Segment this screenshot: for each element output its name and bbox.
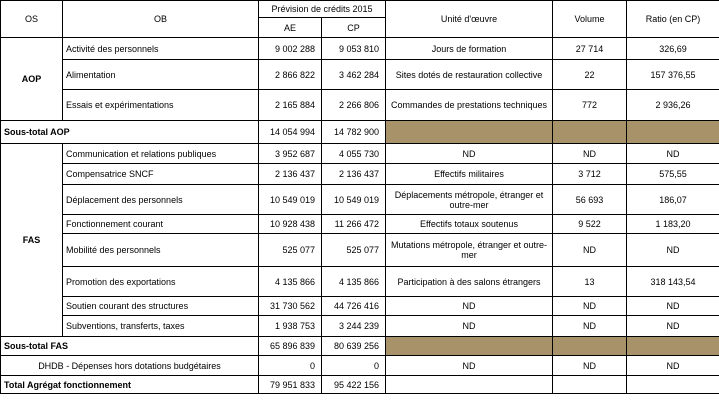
header-ratio: Ratio (en CP) xyxy=(627,1,719,38)
ratio-cell: ND xyxy=(627,297,719,316)
shaded-cell xyxy=(627,337,719,356)
ob-cell: Alimentation xyxy=(63,60,259,90)
dhdb-ae: 0 xyxy=(259,356,322,376)
ob-cell: Soutien courant des structures xyxy=(63,297,259,316)
cp-cell: 525 077 xyxy=(322,234,386,267)
ob-cell: Fonctionnement courant xyxy=(63,215,259,234)
volume-cell: ND xyxy=(553,234,627,267)
header-cp: CP xyxy=(322,18,386,38)
table-row xyxy=(1,60,719,90)
ae-cell: 1 938 753 xyxy=(259,316,322,337)
header-os: OS xyxy=(1,1,63,38)
ae-cell: 10 549 019 xyxy=(259,185,322,215)
ratio-cell: ND xyxy=(627,144,719,164)
subtotal-aop-cp: 14 782 900 xyxy=(322,121,386,144)
empty-cell xyxy=(627,376,719,394)
ae-cell: 2 136 437 xyxy=(259,164,322,185)
dhdb-volume: ND xyxy=(553,356,627,376)
cp-cell: 9 053 810 xyxy=(322,38,386,60)
volume-cell: 9 522 xyxy=(553,215,627,234)
ob-cell: Promotion des exportations xyxy=(63,267,259,297)
shaded-cell xyxy=(553,121,627,144)
unite-cell: ND xyxy=(386,144,553,164)
total-cp: 95 422 156 xyxy=(322,376,386,394)
ratio-cell: 326,69 xyxy=(627,38,719,60)
subtotal-fas-ae: 65 896 839 xyxy=(259,337,322,356)
ratio-cell: 318 143,54 xyxy=(627,267,719,297)
shaded-cell xyxy=(553,337,627,356)
header-ae: AE xyxy=(259,18,322,38)
cp-cell: 10 549 019 xyxy=(322,185,386,215)
ratio-cell: 575,55 xyxy=(627,164,719,185)
cp-cell: 4 055 730 xyxy=(322,144,386,164)
shaded-cell xyxy=(386,121,553,144)
os-aop-label: AOP xyxy=(1,38,63,121)
volume-cell: 13 xyxy=(553,267,627,297)
ratio-cell: 2 936,26 xyxy=(627,90,719,121)
volume-cell: 22 xyxy=(553,60,627,90)
cp-cell: 2 136 437 xyxy=(322,164,386,185)
unite-cell: Jours de formation xyxy=(386,38,553,60)
cp-cell: 3 244 239 xyxy=(322,316,386,337)
table-row xyxy=(1,234,719,267)
subtotal-row-fas xyxy=(1,337,719,356)
table-row xyxy=(1,38,719,60)
unite-cell: Déplacements métropole, étranger et outre-mer xyxy=(386,185,553,215)
subtotal-row-aop xyxy=(1,121,719,144)
volume-cell: ND xyxy=(553,316,627,337)
volume-cell: ND xyxy=(553,144,627,164)
dhdb-label: DHDB - Dépenses hors dotations budgétaires xyxy=(1,356,259,376)
total-label: Total Agrégat fonctionnement xyxy=(1,376,259,394)
ob-cell: Déplacement des personnels xyxy=(63,185,259,215)
ae-cell: 3 952 687 xyxy=(259,144,322,164)
header-unite: Unité d'œuvre xyxy=(386,1,553,38)
dhdb-unite: ND xyxy=(386,356,553,376)
header-row-1 xyxy=(1,1,719,18)
cp-cell: 4 135 866 xyxy=(322,267,386,297)
volume-cell: ND xyxy=(553,297,627,316)
volume-cell: 56 693 xyxy=(553,185,627,215)
ob-cell: Compensatrice SNCF xyxy=(63,164,259,185)
ae-cell: 31 730 562 xyxy=(259,297,322,316)
subtotal-aop-label: Sous-total AOP xyxy=(1,121,259,144)
ratio-cell: ND xyxy=(627,316,719,337)
ratio-cell: ND xyxy=(627,234,719,267)
ob-cell: Mobilité des personnels xyxy=(63,234,259,267)
unite-cell: Participation à des salons étrangers xyxy=(386,267,553,297)
ratio-cell: 157 376,55 xyxy=(627,60,719,90)
unite-cell: ND xyxy=(386,316,553,337)
cp-cell: 44 726 416 xyxy=(322,297,386,316)
unite-cell: Effectifs totaux soutenus xyxy=(386,215,553,234)
subtotal-fas-label: Sous-total FAS xyxy=(1,337,259,356)
total-ae: 79 951 833 xyxy=(259,376,322,394)
ae-cell: 10 928 438 xyxy=(259,215,322,234)
table-row xyxy=(1,185,719,215)
subtotal-aop-ae: 14 054 994 xyxy=(259,121,322,144)
subtotal-fas-cp: 80 639 256 xyxy=(322,337,386,356)
ratio-cell: 1 183,20 xyxy=(627,215,719,234)
header-ob: OB xyxy=(63,1,259,38)
ob-cell: Subventions, transferts, taxes xyxy=(63,316,259,337)
dhdb-cp: 0 xyxy=(322,356,386,376)
volume-cell: 772 xyxy=(553,90,627,121)
os-fas-label: FAS xyxy=(1,144,63,337)
shaded-cell xyxy=(627,121,719,144)
total-row xyxy=(1,376,719,394)
volume-cell: 27 714 xyxy=(553,38,627,60)
table-row xyxy=(1,90,719,121)
ratio-cell: 186,07 xyxy=(627,185,719,215)
ae-cell: 4 135 866 xyxy=(259,267,322,297)
dhdb-row xyxy=(1,356,719,376)
dhdb-ratio: ND xyxy=(627,356,719,376)
ob-cell: Essais et expérimentations xyxy=(63,90,259,121)
unite-cell: Mutations métropole, étranger et outre-mer xyxy=(386,234,553,267)
unite-cell: Sites dotés de restauration collective xyxy=(386,60,553,90)
ae-cell: 2 165 884 xyxy=(259,90,322,121)
cp-cell: 2 266 806 xyxy=(322,90,386,121)
table-row xyxy=(1,297,719,316)
ae-cell: 9 002 288 xyxy=(259,38,322,60)
ob-cell: Activité des personnels xyxy=(63,38,259,60)
ae-cell: 525 077 xyxy=(259,234,322,267)
unite-cell: Effectifs militaires xyxy=(386,164,553,185)
table-row xyxy=(1,164,719,185)
ae-cell: 2 866 822 xyxy=(259,60,322,90)
table-row xyxy=(1,144,719,164)
volume-cell: 3 712 xyxy=(553,164,627,185)
header-prevision: Prévision de crédits 2015 xyxy=(259,1,386,18)
shaded-cell xyxy=(386,337,553,356)
ob-cell: Communication et relations publiques xyxy=(63,144,259,164)
unite-cell: ND xyxy=(386,297,553,316)
table-row xyxy=(1,267,719,297)
table-row xyxy=(1,215,719,234)
unite-cell: Commandes de prestations techniques xyxy=(386,90,553,121)
cp-cell: 11 266 472 xyxy=(322,215,386,234)
empty-cell xyxy=(553,376,627,394)
cp-cell: 3 462 284 xyxy=(322,60,386,90)
header-volume: Volume xyxy=(553,1,627,38)
empty-cell xyxy=(386,376,553,394)
table-row xyxy=(1,316,719,337)
